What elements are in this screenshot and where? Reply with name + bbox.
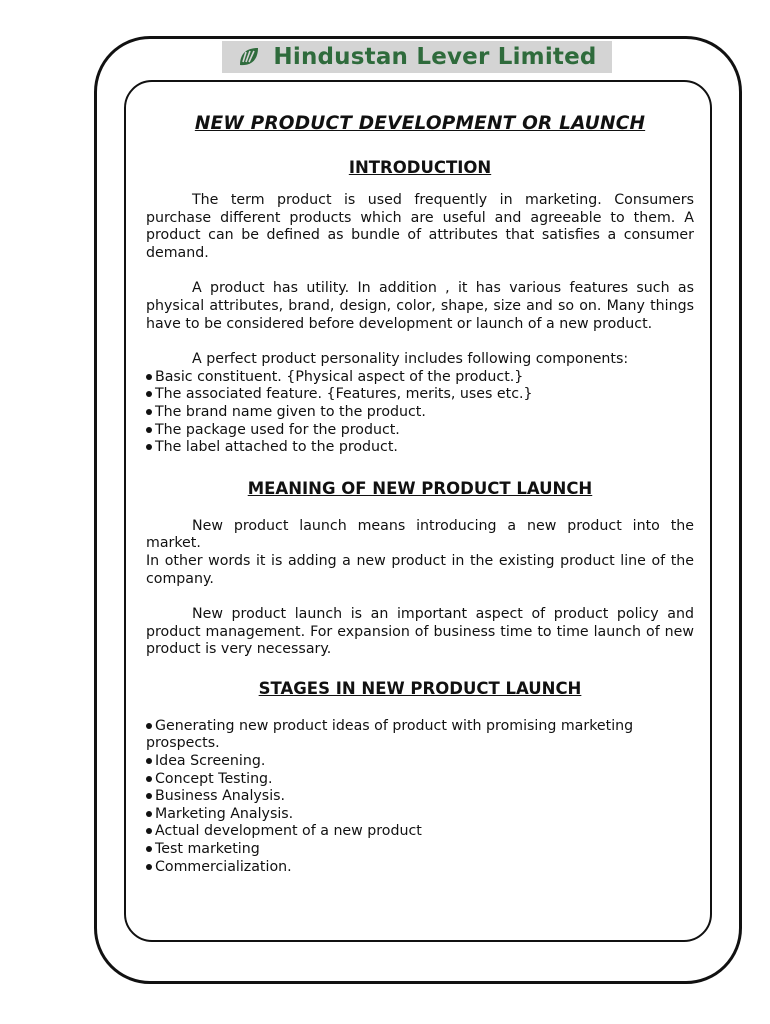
bullet-icon — [146, 776, 152, 782]
intro-heading: INTRODUCTION — [348, 158, 492, 177]
stages-heading: STAGES IN NEW PRODUCT LAUNCH — [258, 678, 582, 698]
list-item: Commercialization. — [146, 859, 694, 877]
bullet-icon — [146, 811, 152, 817]
page-title: NEW PRODUCT DEVELOPMENT OR LAUNCH — [194, 113, 646, 134]
list-item: Basic constituent. {Physical aspect of the product.} — [146, 369, 694, 387]
meaning-paragraph-3: New product launch is an important aspect of product policy and product management. For expansion of business time to time launch of new product is very necessary. — [146, 606, 694, 658]
bullet-icon — [146, 828, 152, 834]
bullet-icon — [146, 864, 152, 870]
intro-paragraph-1: The term product is used frequently in marketing. Consumers purchase different products which are useful and agreeable to them. A product can be defined as bundle of attributes that satisfies a consumer demand. — [146, 192, 694, 261]
bullet-icon — [146, 723, 152, 729]
document-body — [146, 110, 694, 876]
list-item: Business Analysis. — [146, 788, 694, 806]
list-item: Idea Screening. — [146, 753, 694, 771]
intro-paragraph-3: A perfect product personality includes following components: — [192, 351, 629, 368]
meaning-heading: MEANING OF NEW PRODUCT LAUNCH — [247, 478, 593, 498]
bullet-icon — [146, 846, 152, 852]
bullet-icon — [146, 374, 152, 380]
meaning-paragraph-2: In other words it is adding a new product in the existing product line of the company. — [146, 552, 694, 587]
intro-paragraph-2: A product has utility. In addition , it has various features such as physical attributes, brand, design, color, shape, size and so on. Many things have to be considered before development or launch of a new product. — [146, 280, 694, 332]
bullet-icon — [146, 444, 152, 450]
bullet-icon — [146, 793, 152, 799]
list-item: Concept Testing. — [146, 771, 694, 789]
list-item: The package used for the product. — [146, 422, 694, 440]
hll-leaf-logo-icon — [237, 45, 261, 69]
list-item: Test marketing — [146, 841, 694, 859]
bullet-icon — [146, 758, 152, 764]
bullet-icon — [146, 391, 152, 397]
stages-list — [146, 718, 694, 876]
brand-name: Hindustan Lever Limited — [273, 44, 597, 70]
components-list — [146, 369, 694, 457]
list-item: Generating new product ideas of product with promising marketing prospects. — [146, 717, 634, 752]
bullet-icon — [146, 427, 152, 433]
header-banner — [222, 41, 612, 73]
list-item: The label attached to the product. — [146, 439, 694, 457]
meaning-paragraph-1: New product launch means introducing a new product into the market. — [146, 517, 694, 552]
list-item: Marketing Analysis. — [146, 806, 694, 824]
list-item: The brand name given to the product. — [146, 404, 694, 422]
bullet-icon — [146, 409, 152, 415]
list-item: Actual development of a new product — [146, 823, 694, 841]
list-item: The associated feature. {Features, merits, uses etc.} — [146, 386, 694, 404]
